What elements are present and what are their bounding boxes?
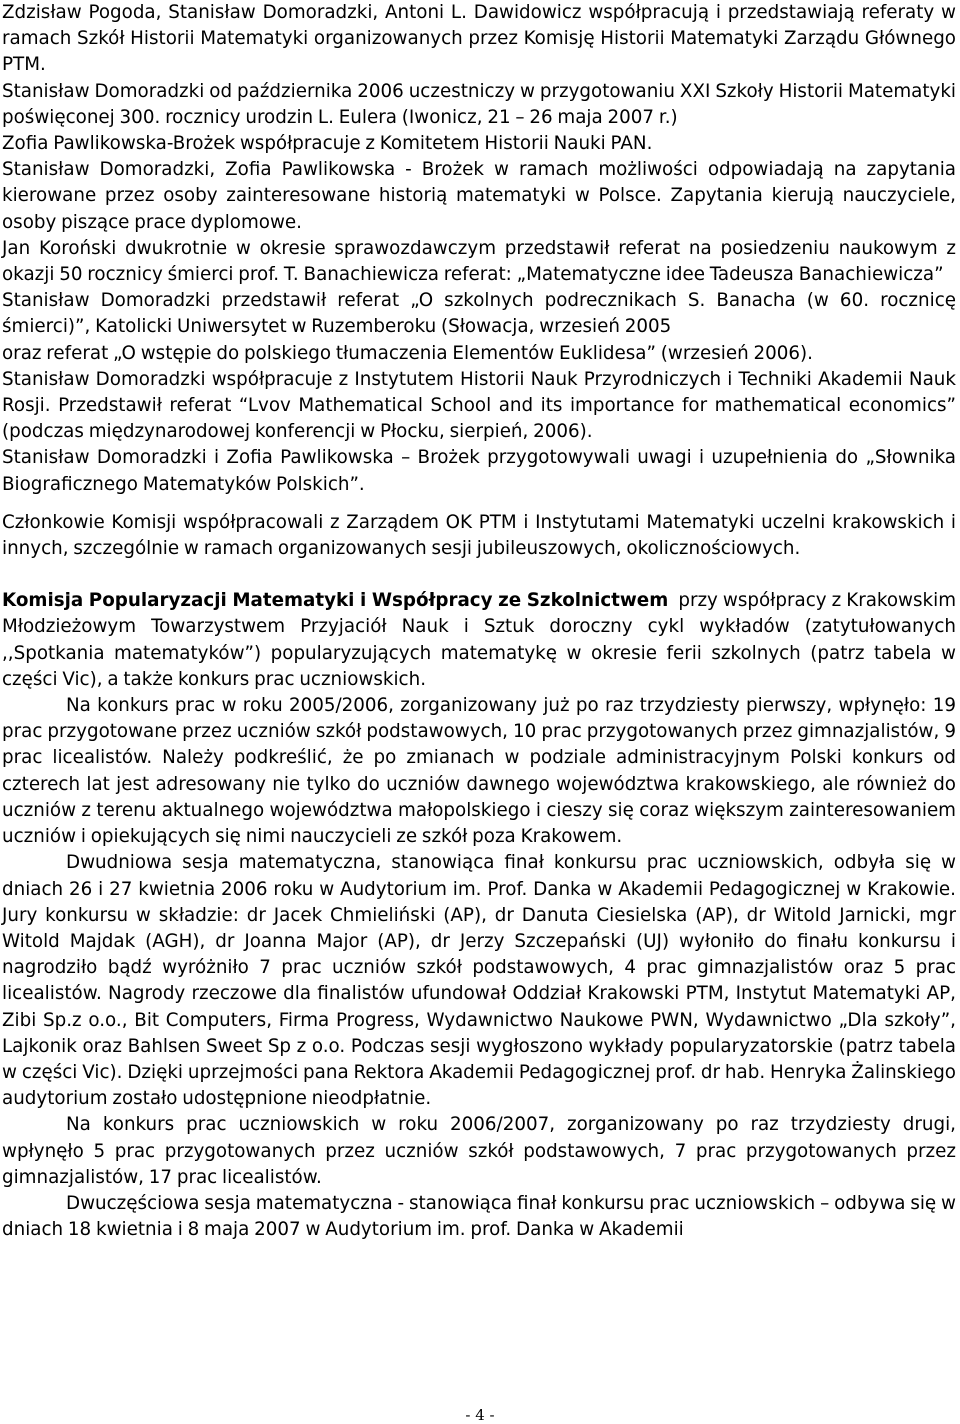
paragraph-euler-school: Stanisław Domoradzki od października 2006 uczestniczy w przygotowaniu XXI Szkoły Historii Matematyki poświęconej 300. rocznicy urodzin L. Eulera (Iwonicz, 21 – 26 maja 2007 r.) [2,80,956,128]
paragraph-inquiries: Stanisław Domoradzki, Zofia Pawlikowska - Brożek w ramach możliwości odpowiadają na zapytania kierowane przez osoby zainteresowane historią matematyki w Polsce. Zapytania kierują nauczyciele, osoby piszące prace dyplomowe. [2,159,956,233]
paragraph-pan-committee: Zofia Pawlikowska-Brożek współpracuje z Komitetem Historii Nauki PAN. [2,133,653,155]
paragraph-euclid: oraz referat „O wstępie do polskiego tłumaczenia Elementów Euklidesa” (wrzesień 2006). [2,342,813,364]
page-number: - 4 - [465,1406,495,1424]
paragraph-contest-2005: Na konkurs prac w roku 2005/2006, zorganizowany już po raz trzydziesty pierwszy, wpłynęło: 19 prac przygotowane przez uczniów szkół podstawowych, 10 prac przygotowanych przez gimnazjalistów, 9 prac licealistów. Należy podkreślić, że po zmianach w podziale administracyjnym Polski konkurs od czterech lat jest adresowany nie tylko do uczniów dawnego województwa krakowskiego, ale również do uczniów z terenu aktualnego województwa małopolskiego i cieszy się coraz większym zainteresowaniem uczniów i opiekujących się nimi nauczycieli ze szkół poza Krakowem. [2,695,956,848]
paragraph-session-2006: Dwudniowa sesja matematyczna, stanowiąca finał konkursu prac uczniowskich, odbyła się w dniach 26 i 27 kwietnia 2006 roku w Audytorium im. Prof. Danka w Akademii Pedagogicznej w Krakowie. Jury konkursu w składzie: dr Jacek Chmieliński (AP), dr Danuta Ciesielska (AP), dr Witold Jarnicki, mgr Witold Majdak (AGH), dr Joanna Major (AP), dr Jerzy Szczepański (UJ) wyłoniło do finału konkursu i nagrodziło bądź wyróżniło 7 prac uczniów szkół podstawowych, 4 prac gimnazjalistów oraz 5 prac licealistów. Nagrody rzeczowe dla finalistów ufundował Oddział Krakowski PTM, Instytut Matematyki AP, Zibi Sp.z o.o., Bit Computers, Firma Progress, Wydawnictwo Naukowe PWN, Wydawnictwo „Dla szkoły”, Lajkonik oraz Bahlsen Sweet Sp z o.o. Podczas sesji wygłoszono wykłady popularyzatorskie (patrz tabela w części Vic). Dzięki uprzejmości pana Rektora Akademii Pedagogicznej prof. dr hab. Henryka Żalinskiego audytorium zostało udostępnione nieodpłatnie. [2,852,956,1110]
paragraph-popularization-intro [2,588,956,693]
paragraph-biographical-dictionary: Stanisław Domoradzki i Zofia Pawlikowska – Brożek przygotowywali uwagi i uzupełnienia do „Słownika Biograficznego Matematyków Polskich”. [2,447,956,495]
section-heading: Komisja Popularyzacji Matematyki i Współpracy ze Szkolnictwem [2,590,669,612]
paragraph-contest-2006: Na konkurs prac uczniowskich w roku 2006/2007, zorganizowany po raz trzydziesty drugi, wpłynęło 5 prac przygotowanych przez uczniów szkół podstawowych, 7 prac przygotowanych przez gimnazjalistów, 17 prac licealistów. [2,1114,956,1188]
paragraph-commission-members: Członkowie Komisji współpracowali z Zarządem OK PTM i Instytutami Matematyki uczelni krakowskich i innych, szczególnie w ramach organizowanych sesji jubileuszowych, okolicznościowych. [2,511,956,560]
paragraph-history-schools: Zdzisław Pogoda, Stanisław Domoradzki, Antoni L. Dawidowicz współpracują i przedstawiają referaty w ramach Szkół Historii Matematyki organizowanych przez Komisję Historii Matematyki Zarządu Głównego PTM. [2,2,956,76]
paragraph-koronski: Jan Koroński dwukrotnie w okresie sprawozdawczym przedstawił referat na posiedzeniu naukowym z okazji 50 rocznicy śmierci prof. T. Banachiewicza referat: „Matematyczne idee Tadeusza Banachiewicza” [2,237,956,286]
paragraph-russian-academy: Stanisław Domoradzki współpracuje z Instytutem Historii Nauk Przyrodniczych i Techniki Akademii Nauk Rosji. Przedstawił referat “Lvov Mathematical School and its importance for mathematical economics” (podczas międzynarodowej konferencji w Płocku, sierpień, 2006). [2,368,956,443]
document-page [2,0,956,1243]
paragraph-session-2007: Dwuczęściowa sesja matematyczna - stanowiąca finał konkursu prac uczniowskich – odbywa się w dniach 18 kwietnia i 8 maja 2007 w Audytorium im. prof. Danka w Akademii [2,1192,956,1241]
paragraph-banach-textbooks: Stanisław Domoradzki przedstawił referat „O szkolnych podrecznikach S. Banacha (w 60. rocznicę śmierci)”, Katolicki Uniwersytet w Ruzemberoku (Słowacja, wrzesień 2005 [2,290,956,338]
paragraph-popularization-text: przy współpracy z Krakowskim Młodzieżowym Towarzystwem Przyjaciół Nauk i Sztuk doroczny cykl wykładów (zatytułowanych ,,Spotkania matematyków”) popularyzujących matematykę w okresie ferii szkolnych (patrz tabela w części Vic), a także konkurs prac uczniowskich. [2,590,957,690]
